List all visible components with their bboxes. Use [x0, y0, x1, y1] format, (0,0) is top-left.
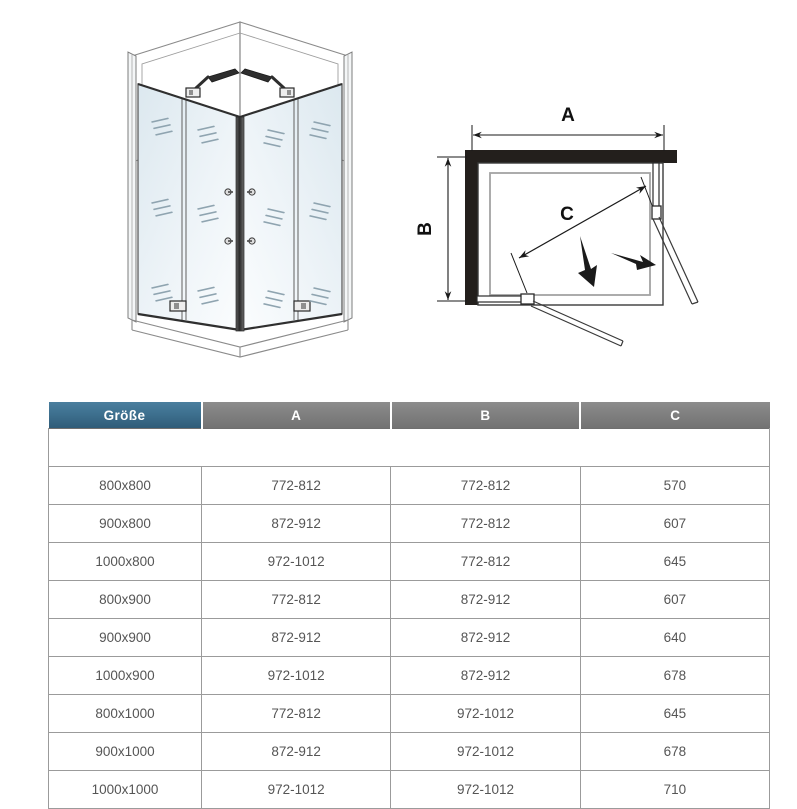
bottom-door-assembly [477, 294, 623, 346]
table-header-row [49, 402, 770, 429]
cell-c: 607 [580, 505, 769, 543]
table-row [49, 581, 770, 619]
cell-b: 872-912 [391, 657, 580, 695]
cell-a: 972-1012 [202, 771, 391, 809]
size-dimension-table [48, 402, 770, 809]
cell-b: 972-1012 [391, 733, 580, 771]
column-header-c: C [580, 402, 769, 429]
column-header-b: B [391, 402, 580, 429]
cell-size: 800x1000 [49, 695, 202, 733]
cell-c: 640 [580, 619, 769, 657]
table-row [49, 771, 770, 809]
right-bottom-hinge [294, 301, 310, 311]
cell-b: 872-912 [391, 581, 580, 619]
table-header-gap [49, 429, 770, 467]
cell-a: 772-812 [202, 581, 391, 619]
right-door-assembly [652, 163, 698, 304]
corner-post [236, 117, 244, 331]
cell-a: 972-1012 [202, 543, 391, 581]
table-row [49, 543, 770, 581]
left-hinge-assembly [186, 69, 239, 97]
cell-b: 972-1012 [391, 695, 580, 733]
cell-size: 900x900 [49, 619, 202, 657]
cell-size: 1000x900 [49, 657, 202, 695]
right-wall-rail [344, 52, 352, 322]
column-header-a: A [202, 402, 391, 429]
cell-b: 772-812 [391, 505, 580, 543]
dimension-a-label: A [561, 105, 575, 126]
cell-c: 645 [580, 543, 769, 581]
enclosure-outer-frame [478, 163, 663, 305]
cell-a: 872-912 [202, 733, 391, 771]
cell-a: 772-812 [202, 695, 391, 733]
cell-c: 570 [580, 467, 769, 505]
cell-a: 872-912 [202, 505, 391, 543]
cell-size: 1000x1000 [49, 771, 202, 809]
cell-b: 772-812 [391, 467, 580, 505]
cell-b: 972-1012 [391, 771, 580, 809]
right-glass-panel [240, 84, 342, 330]
cell-size: 800x800 [49, 467, 202, 505]
cell-a: 872-912 [202, 619, 391, 657]
left-wall-rail [128, 52, 136, 322]
enclosure-inner-outline [490, 173, 650, 295]
dimension-a [472, 105, 664, 151]
cell-c: 645 [580, 695, 769, 733]
dimension-b-label: B [415, 222, 436, 236]
table-row [49, 695, 770, 733]
plan-view-dimension-drawing [415, 105, 790, 350]
table-row [49, 619, 770, 657]
cell-size: 1000x800 [49, 543, 202, 581]
cell-a: 972-1012 [202, 657, 391, 695]
cell-b: 772-812 [391, 543, 580, 581]
table-row [49, 657, 770, 695]
column-header-groesse: Größe [49, 402, 202, 429]
cell-c: 607 [580, 581, 769, 619]
dimension-b [415, 157, 467, 301]
dimension-c-label: C [560, 204, 574, 225]
cell-b: 872-912 [391, 619, 580, 657]
table-row [49, 467, 770, 505]
right-hinge-assembly [241, 69, 294, 97]
cell-c: 678 [580, 733, 769, 771]
cell-a: 772-812 [202, 467, 391, 505]
cell-size: 900x800 [49, 505, 202, 543]
left-bottom-hinge [170, 301, 186, 311]
table-row [49, 505, 770, 543]
cell-size: 800x900 [49, 581, 202, 619]
cell-c: 710 [580, 771, 769, 809]
cell-c: 678 [580, 657, 769, 695]
cell-size: 900x1000 [49, 733, 202, 771]
isometric-shower-enclosure-drawing [90, 0, 390, 390]
bottom-door-swing-arrow [578, 236, 597, 287]
table-row [49, 733, 770, 771]
